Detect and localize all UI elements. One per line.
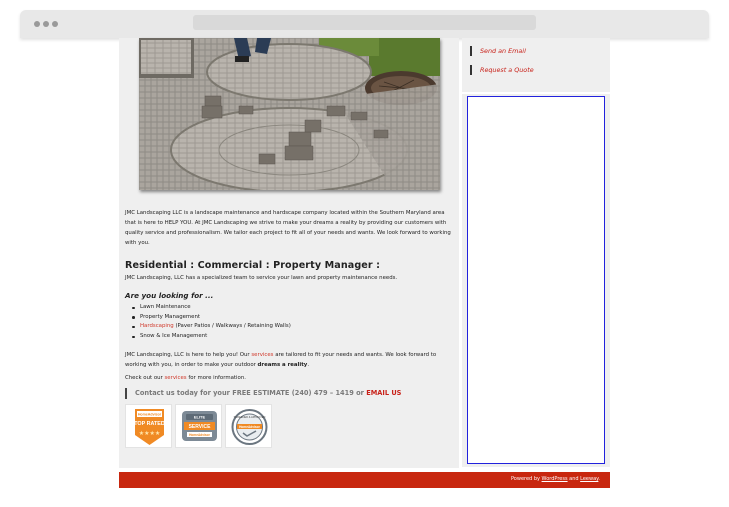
email-us-link[interactable]: EMAIL US [366, 388, 402, 397]
leeway-link[interactable]: Leeway [580, 476, 599, 482]
section-heading: Residential : Commercial : Property Manager : [125, 260, 381, 271]
elite-service-label: SERVICE [188, 424, 211, 430]
list-item [140, 303, 451, 313]
footer-text: . [598, 476, 600, 482]
service-label: (Paver Patios / Walkways / Retaining Walls) [173, 323, 291, 330]
elite-brand: HomeAdvisor [189, 432, 210, 437]
window-controls [34, 21, 58, 27]
check-paragraph [125, 375, 451, 381]
request-quote-link[interactable]: Request a Quote [470, 65, 534, 75]
top-rated-brand: HomeAdvisor [137, 412, 162, 417]
wordpress-link[interactable]: WordPress [541, 476, 568, 482]
list-item [140, 322, 451, 332]
embedded-frame[interactable] [467, 96, 605, 464]
screened-approved-badge-icon [226, 405, 273, 449]
screened-label: SCREENED & APPROVED [233, 416, 266, 419]
top-rated-label: TOP RATED [134, 421, 165, 427]
address-bar[interactable] [193, 15, 536, 30]
top-rated-badge[interactable] [125, 404, 172, 448]
screened-brand: HomeAdvisor [239, 424, 260, 429]
service-label: Snow & Ice Management [140, 333, 208, 340]
check-text: Check out our [125, 374, 165, 381]
help-text: . [307, 361, 310, 368]
help-text: are tailored to fit your needs and wants. We look forward to working with you, in order to make your outdoor [125, 351, 437, 368]
footer-text: Powered by [510, 476, 542, 482]
badge-row [125, 404, 272, 448]
dreams-emphasis: dreams a reality [257, 361, 308, 368]
intro-paragraph: JMC Landscaping LLC is a landscape maintenance and hardscape company located within the Southern Maryland area that is here to HELP YOU. At JMC Landscaping we strive to make your dreams a reality by providing our customers with quality service and professionalism. We tailor each project to fit all of your needs and wants. We look forward to working with you. [125, 210, 451, 246]
footer-credits [511, 476, 600, 482]
contact-text: Contact us today for your FREE ESTIMATE (240) 479 – 1419 or [135, 388, 367, 397]
window-dot[interactable] [43, 21, 49, 27]
main-content [119, 38, 459, 468]
section-subtext: JMC Landscaping, LLC has a specialized team to service your lawn and property maintenance needs. [125, 275, 398, 281]
elite-service-badge-icon [176, 405, 223, 449]
stars-icon: ★★★★ [138, 430, 161, 437]
page-wrapper [119, 38, 610, 488]
services-link[interactable]: services [251, 351, 274, 358]
looking-for-heading: Are you looking for ... [125, 291, 214, 300]
services-link-2[interactable]: services [164, 374, 187, 381]
sidebar-widget [462, 94, 610, 467]
screened-approved-badge[interactable] [225, 404, 272, 448]
browser-toolbar [20, 10, 709, 38]
list-item [140, 332, 451, 342]
send-email-link[interactable]: Send an Email [470, 46, 526, 56]
hardscaping-link[interactable]: Hardscaping [140, 323, 174, 330]
hero-image-paver-patio [139, 38, 440, 190]
contact-callout [125, 388, 451, 399]
sidebar-links-panel [462, 38, 610, 92]
window-dot[interactable] [52, 21, 58, 27]
site-footer [119, 472, 610, 488]
service-label: Property Management [140, 313, 201, 320]
service-label: Lawn Maintenance [140, 304, 191, 310]
help-text: JMC Landscaping, LLC is here to help you! Our [125, 351, 252, 358]
content-body [125, 208, 451, 399]
window-dot[interactable] [34, 21, 40, 27]
help-paragraph [125, 350, 451, 370]
services-list [125, 303, 451, 342]
footer-text: and [567, 476, 581, 482]
list-item [140, 313, 451, 323]
check-text: for more information. [186, 374, 246, 381]
elite-label: ELITE [193, 414, 206, 420]
elite-service-badge[interactable] [175, 404, 222, 448]
top-rated-badge-icon [126, 405, 173, 449]
